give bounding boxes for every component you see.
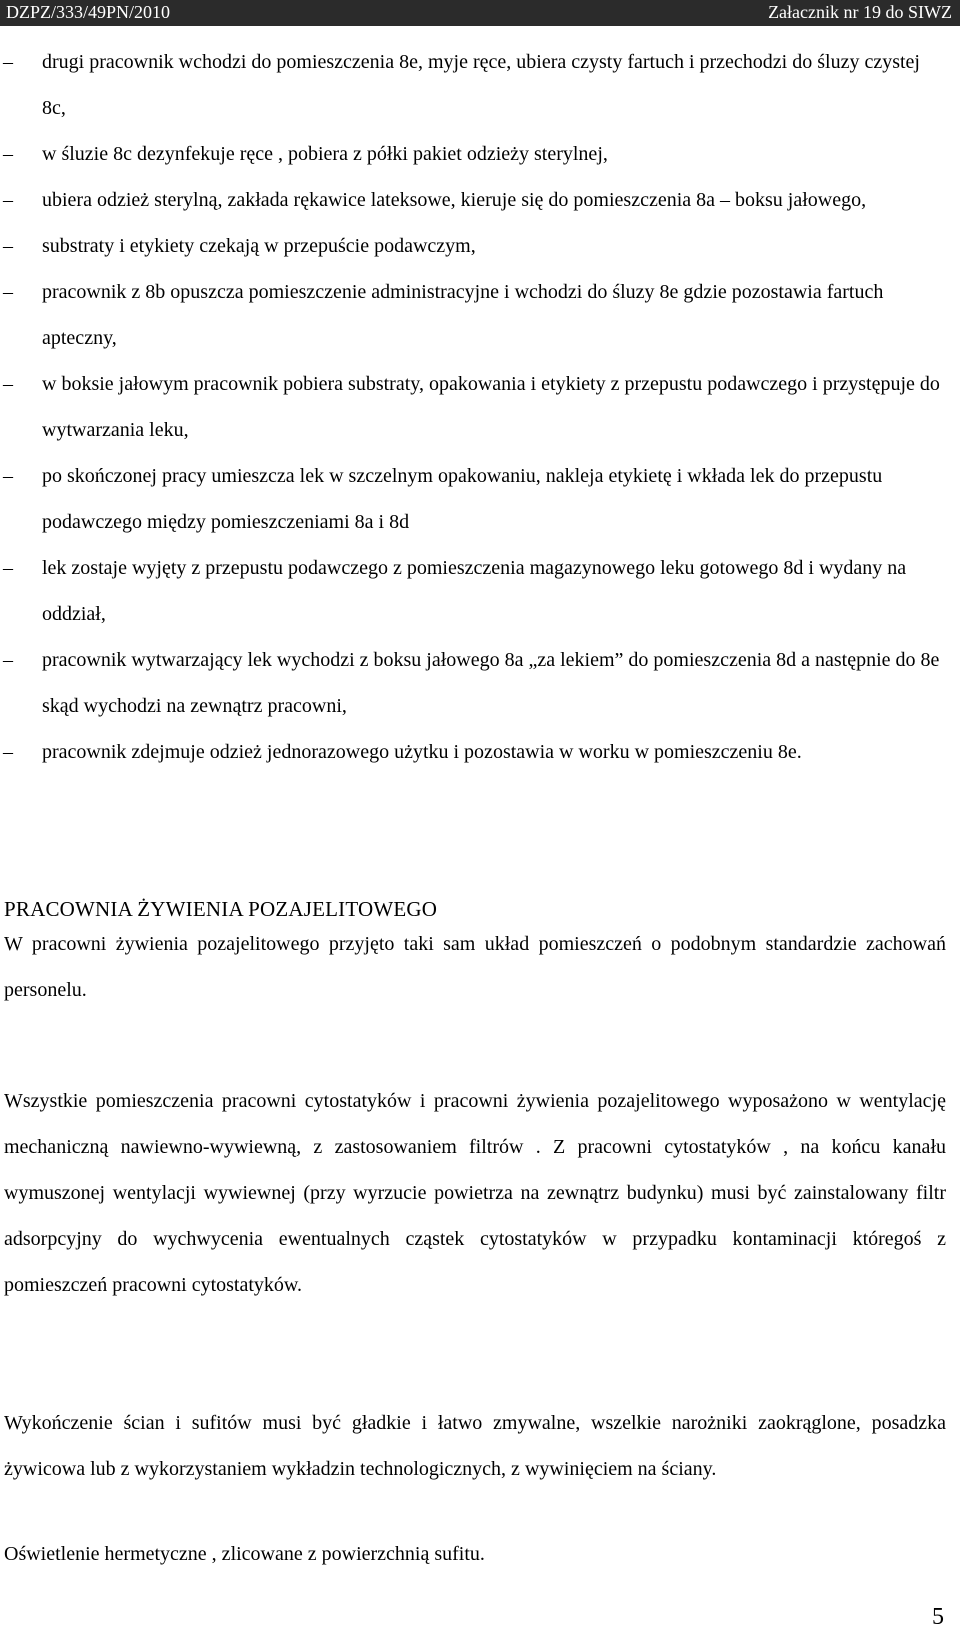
list-item-text: pracownik zdejmuje odzież jednorazowego użytku i pozostawia w worku w pomieszczeniu 8e.	[42, 741, 802, 763]
list-item	[0, 39, 940, 131]
document-reference: DZPZ/333/49PN/2010	[6, 2, 171, 22]
page-number: 5	[932, 1604, 944, 1630]
dash-bullet: –	[3, 741, 13, 763]
list-item-text: w boksie jałowym pracownik pobiera substraty, opakowania i etykiety z przepustu podawczego i przystępuje do wytwarzania leku,	[42, 373, 940, 441]
dash-bullet: –	[3, 281, 13, 303]
list-item	[0, 361, 940, 453]
paragraph-ventilation	[4, 1078, 946, 1308]
list-item-text: w śluzie 8c dezynfekuje ręce , pobiera z półki pakiet odzieży sterylnej,	[42, 143, 608, 165]
filter-sentence: Z pracowni cytostatyków , na końcu kanału wymuszonej wentylacji wywiewnej (przy wyrzucie powietrza na zewnątrz budynku) musi być zainstalowany filtr adsorpcyjny do wychwycenia ewentualnych cząstek cytostatyków w przypadku kontaminacji któregoś z pomieszczeń pracowni cytostatyków.	[4, 1136, 946, 1296]
list-item-text: substraty i etykiety czekają w przepuście podawczym,	[42, 235, 476, 257]
list-item	[0, 729, 940, 775]
dash-bullet: –	[3, 649, 13, 671]
dash-bullet: –	[3, 235, 13, 257]
list-item-text: ubiera odzież sterylną, zakłada rękawice lateksowe, kieruje się do pomieszczenia 8a – boksu jałowego,	[42, 189, 867, 211]
list-item	[0, 177, 940, 223]
list-item	[0, 131, 940, 177]
list-item	[0, 545, 940, 637]
dash-bullet: –	[3, 465, 13, 487]
dash-bullet: –	[3, 557, 13, 579]
dash-bullet: –	[3, 373, 13, 395]
ventilation-sentence: Wszystkie pomieszczenia pracowni cytostatyków i pracowni żywienia pozajelitowego wyposażono w wentylację mechaniczną nawiewno-wywiewną, z zastosowaniem filtrów .	[4, 1090, 946, 1158]
list-item-text: pracownik z 8b opuszcza pomieszczenie administracyjne i wchodzi do śluzy 8e gdzie pozostawia fartuch apteczny,	[42, 281, 884, 349]
list-item-text: pracownik wytwarzający lek wychodzi z boksu jałowego 8a „za lekiem” do pomieszczenia 8d a następnie do 8e skąd wychodzi na zewnątrz pracowni,	[42, 649, 940, 717]
section-heading: PRACOWNIA ŻYWIENIA POZAJELITOWEGO	[4, 897, 438, 921]
list-item	[0, 223, 940, 269]
list-item-text: drugi pracownik wchodzi do pomieszczenia 8e, myje ręce, ubiera czysty fartuch i przechodzi do śluzy czystej 8c,	[42, 51, 920, 119]
list-item-text: po skończonej pracy umieszcza lek w szczelnym opakowaniu, nakleja etykietę i wkłada lek do przepustu podawczego między pomieszczeniami 8a i 8d	[42, 465, 883, 533]
list-item	[0, 269, 940, 361]
procedure-list	[0, 39, 940, 775]
attachment-label: Załacznik nr 19 do SIWZ	[768, 2, 952, 22]
list-item	[0, 637, 940, 729]
paragraph-lighting: Oświetlenie hermetyczne , zlicowane z powierzchnią sufitu.	[4, 1543, 485, 1565]
paragraph-finishing: Wykończenie ścian i sufitów musi być gładkie i łatwo zmywalne, wszelkie narożniki zaokrąglone, posadzka żywicowa lub z wykorzystaniem wykładzin technologicznych, z wywinięciem na ściany.	[4, 1412, 946, 1480]
page-header	[0, 0, 960, 26]
dash-bullet: –	[3, 51, 13, 73]
list-item	[0, 453, 940, 545]
paragraph-layout: W pracowni żywienia pozajelitowego przyjęto taki sam układ pomieszczeń o podobnym standardzie zachowań personelu.	[4, 933, 946, 1001]
dash-bullet: –	[3, 143, 13, 165]
dash-bullet: –	[3, 189, 13, 211]
list-item-text: lek zostaje wyjęty z przepustu podawczego z pomieszczenia magazynowego leku gotowego 8d i wydany na oddział,	[42, 557, 907, 625]
